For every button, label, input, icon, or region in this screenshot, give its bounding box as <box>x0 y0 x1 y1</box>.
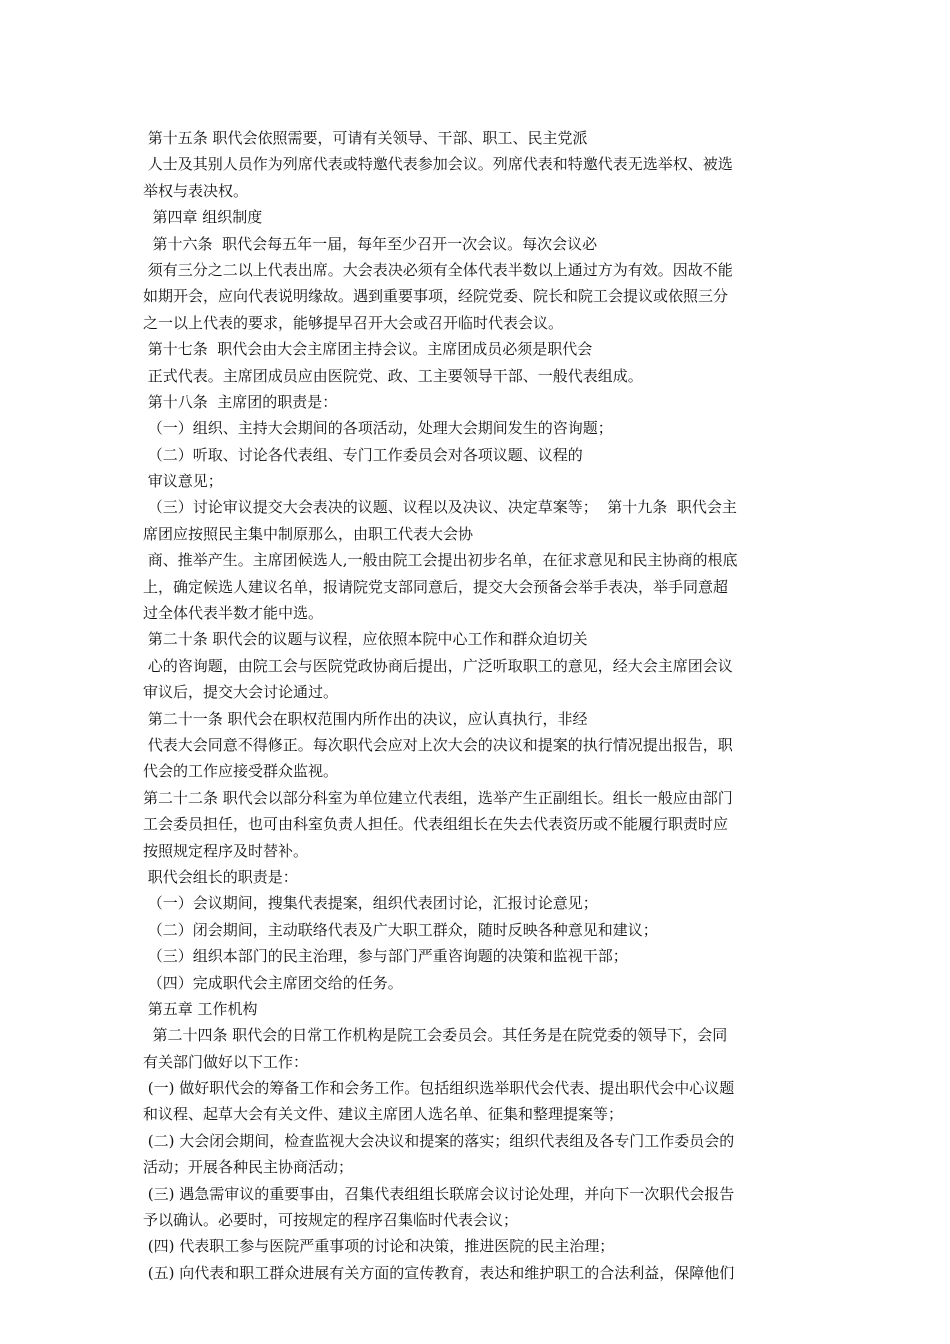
text-line: （一）组织、主持大会期间的各项活动，处理大会期间发生的咨询题； <box>143 419 613 438</box>
text-line: 第二十二条 职代会以部分科室为单位建立代表组，选举产生正副组长。组长一般应由部门 <box>143 788 733 807</box>
text-line: 活动；开展各种民主协商活动； <box>143 1158 354 1177</box>
text-line: 席团应按照民主集中制原那么，由职工代表大会协 <box>143 524 474 543</box>
text-line: 上，确定候选人建议名单，报请院党支部同意后，提交大会预备会举手表决，举手同意超 <box>143 577 729 596</box>
text-line: （二）听取、讨论各代表组、专门工作委员会对各项议题、议程的 <box>143 445 583 464</box>
text-line: 商、推举产生。主席团候选人,一般由院工会提出初步名单，在征求意见和民主协商的根底 <box>143 551 738 570</box>
text-line: 第十六条 职代会每五年一届，每年至少召开一次会议。每次会议必 <box>143 234 598 253</box>
document-body <box>143 125 809 1286</box>
text-line: (三) 遇急需审议的重要事由，召集代表组组长联席会议讨论处理，并向下一次职代会报告 <box>143 1184 735 1203</box>
text-line: 有关部门做好以下工作： <box>143 1052 309 1071</box>
text-line: 予以确认。必要时，可按规定的程序召集临时代表会议； <box>143 1211 519 1230</box>
text-line: 正式代表。主席团成员应由医院党、政、工主要领导干部、一般代表组成。 <box>143 366 643 385</box>
text-line: (一) 做好职代会的筹备工作和会务工作。包括组织选举职代会代表、提出职代会中心议题 <box>143 1079 735 1098</box>
text-line: (二) 大会闭会期间，检查监视大会决议和提案的落实；组织代表组及各专门工作委员会的 <box>143 1131 735 1150</box>
text-line: 代会的工作应接受群众监视。 <box>143 762 339 781</box>
text-line: 第十七条 职代会由大会主席团主持会议。主席团成员必须是职代会 <box>143 340 593 359</box>
text-line: 审议意见； <box>143 472 223 491</box>
text-line: 代表大会同意不得修正。每次职代会应对上次大会的决议和提案的执行情况提出报告，职 <box>143 735 733 754</box>
text-line: (五) 向代表和职工群众进展有关方面的宣传教育，表达和维护职工的合法利益，保障他们 <box>143 1263 735 1282</box>
text-line: 和议程、起草大会有关文件、建议主席团人选名单、征集和整理提案等； <box>143 1105 624 1124</box>
text-line: 须有三分之二以上代表出席。大会表决必须有全体代表半数以上通过方为有效。因故不能 <box>143 260 733 279</box>
text-line: （三）讨论审议提交大会表决的议题、议程以及决议、决定草案等； 第十九条 职代会主 <box>143 498 737 517</box>
text-line: 审议后，提交大会讨论通过。 <box>143 683 339 702</box>
text-line: 职代会组长的职责是： <box>143 867 298 886</box>
text-line: （三）组织本部门的民主治理，参与部门严重咨询题的决策和监视干部； <box>143 947 628 966</box>
text-line: 按照规定程序及时替补。 <box>143 841 309 860</box>
text-line: 人士及其别人员作为列席代表或特邀代表参加会议。列席代表和特邀代表无选举权、被选 <box>143 155 733 174</box>
text-line: 过全体代表半数才能中选。 <box>143 604 324 623</box>
text-line: 第二十四条 职代会的日常工作机构是院工会委员会。其任务是在院党委的领导下，会同 <box>143 1026 728 1045</box>
text-line: 之一以上代表的要求，能够提早召开大会或召开临时代表会议。 <box>143 313 564 332</box>
text-line: 第十五条 职代会依照需要，可请有关领导、干部、职工、民主党派 <box>143 129 588 147</box>
text-line: 第二十条 职代会的议题与议程，应依照本院中心工作和群众迫切关 <box>143 630 588 649</box>
text-line: 第二十一条 职代会在职权范围内所作出的决议，应认真执行，非经 <box>143 709 588 728</box>
text-line: （二）闭会期间，主动联络代表及广大职工群众，随时反映各种意见和建议； <box>143 920 658 939</box>
text-line: 第五章 工作机构 <box>143 999 258 1018</box>
text-line: 心的咨询题，由院工会与医院党政协商后提出，广泛听取职工的意见，经大会主席团会议 <box>143 656 733 675</box>
text-line: 举权与表决权。 <box>143 181 249 200</box>
text-line: （四）完成职代会主席团交给的任务。 <box>143 973 403 992</box>
text-line: (四) 代表职工参与医院严重事项的讨论和决策，推进医院的民主治理； <box>143 1237 615 1256</box>
text-line: 第十八条 主席团的职责是： <box>143 392 338 411</box>
text-line: （一）会议期间，搜集代表提案，组织代表团讨论，汇报讨论意见； <box>143 894 598 913</box>
text-line: 第四章 组织制度 <box>143 208 263 227</box>
text-line: 如期开会，应向代表说明缘故。遇到重要事项，经院党委、院长和院工会提议或依照三分 <box>143 287 729 306</box>
text-line: 工会委员担任，也可由科室负责人担任。代表组组长在失去代表资历或不能履行职责时应 <box>143 815 729 834</box>
